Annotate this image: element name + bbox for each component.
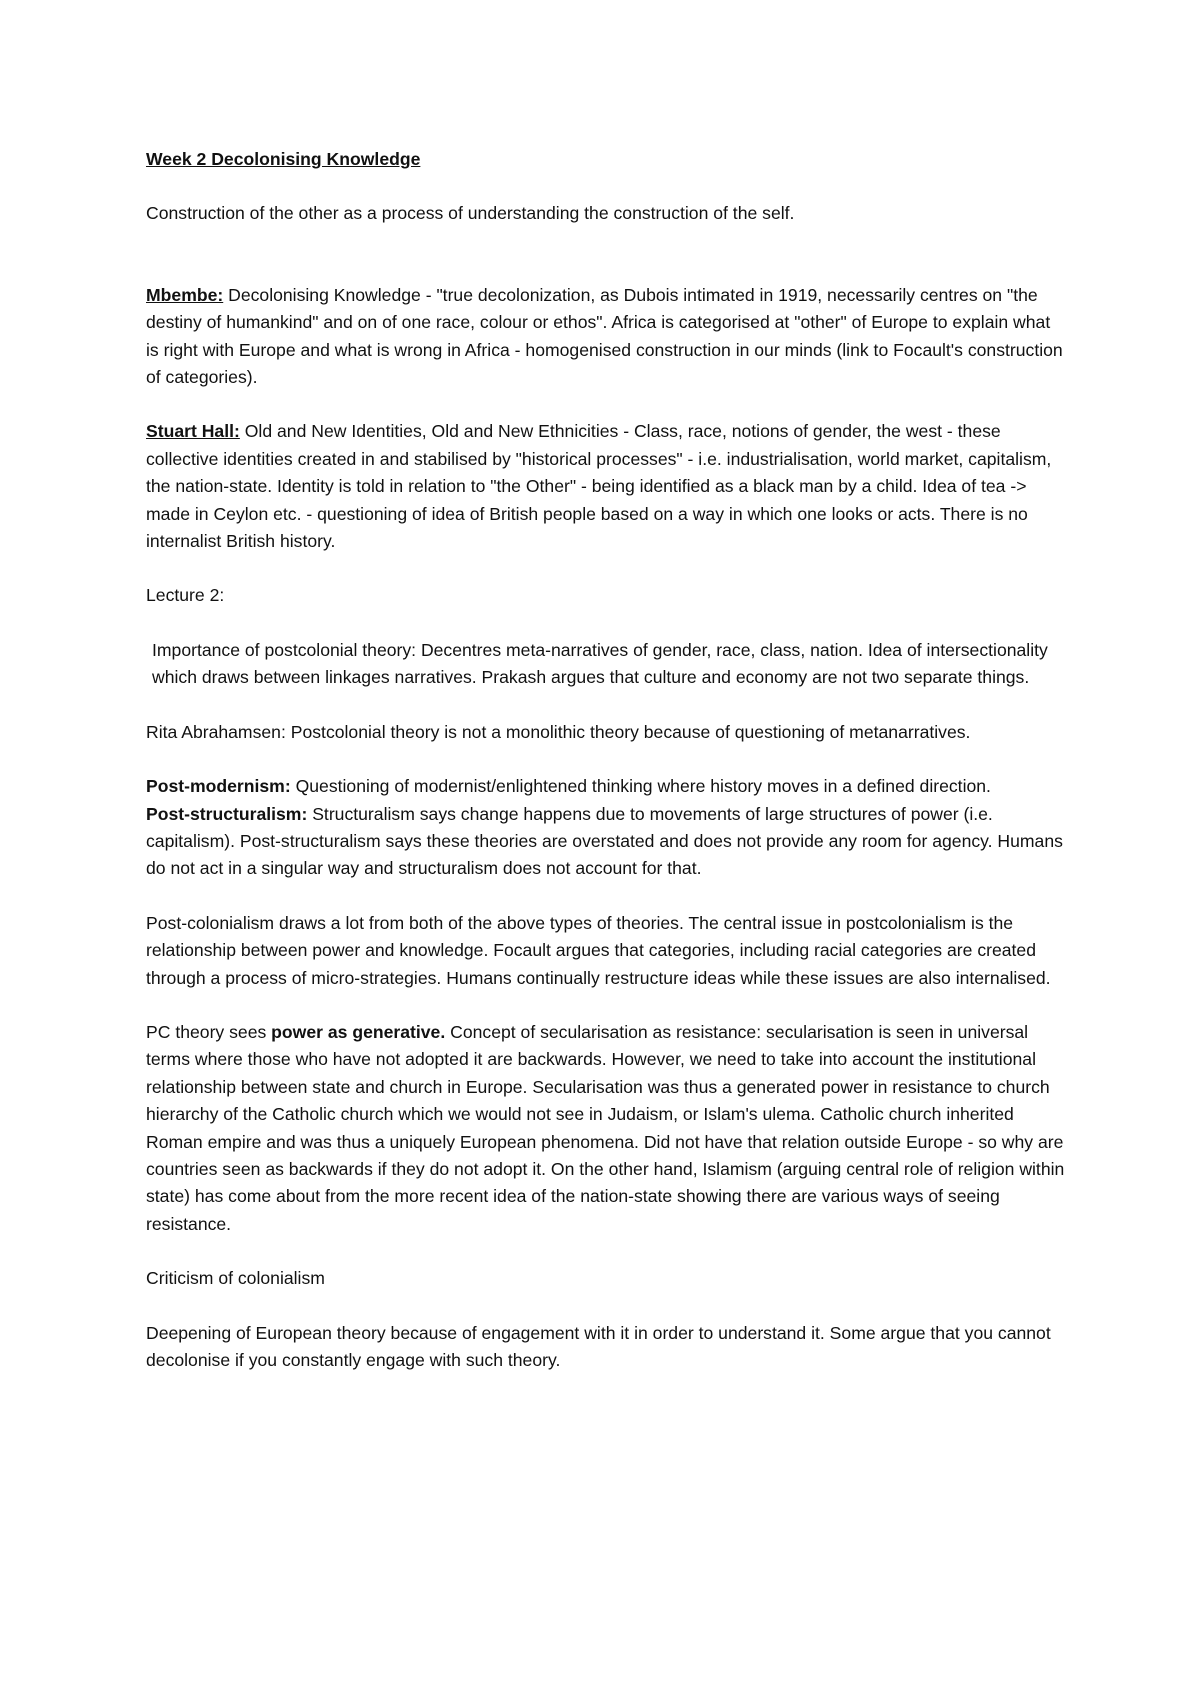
lecture-heading: Lecture 2: xyxy=(146,585,225,606)
poststructuralism-paragraph xyxy=(146,801,1066,883)
pc-theory-paragraph xyxy=(146,1019,1066,1238)
hall-text: Old and New Identities, Old and New Ethnicities - Class, race, notions of gender, the west - these collective identities created in and stabilised by "historical processes" - i.e. industrialisation, world market, capitalism, the nation-state. Identity is told in relation to "the Other" - being identified as a black man by a child. Idea of tea -> made in Ceylon etc. - questioning of idea of British people based on a way in which one looks or acts. There is no internalist British history. xyxy=(146,421,1052,552)
mbembe-text: Decolonising Knowledge - "true decolonization, as Dubois intimated in 1919, necessarily centres on "the destiny of humankind" and on of one race, colour or ethos". Africa is categorised at "other" of Europe to explain what is right with Europe and what is wrong in Africa - homogenised construction in our minds (link to Focault's construction of categories). xyxy=(146,284,1063,388)
postmodernism-paragraph xyxy=(146,773,1066,800)
criticism-heading: Criticism of colonialism xyxy=(146,1268,325,1289)
poststructuralism-text: Structuralism says change happens due to movements of large structures of power (i.e. capitalism). Post-structuralism says these theories are overstated and does not provide any room for agency. Humans do not act in a singular way and structuralism does not account for that. xyxy=(146,803,1063,879)
page-title: Week 2 Decolonising Knowledge xyxy=(146,149,421,169)
pc-theory-intro: PC theory sees xyxy=(146,1021,272,1042)
postmodernism-label: Post-modernism: xyxy=(146,776,291,797)
poststructuralism-label: Post-structuralism: xyxy=(146,803,308,824)
document-body xyxy=(146,146,1066,1374)
rita-paragraph: Rita Abrahamsen: Postcolonial theory is not a monolithic theory because of questioning of metanarratives. xyxy=(146,721,971,742)
mbembe-label: Mbembe: xyxy=(146,284,224,305)
intro-paragraph: Construction of the other as a process of understanding the construction of the self. xyxy=(146,203,795,224)
postcolonialism-paragraph: Post-colonialism draws a lot from both of the above types of theories. The central issue in postcolonialism is the relationship between power and knowledge. Focault argues that categories, including racial categories are created through a process of micro-strategies. Humans continually restructure ideas while these issues are also internalised. xyxy=(146,912,1051,988)
hall-paragraph xyxy=(146,418,1066,555)
pc-theory-text: Concept of secularisation as resistance: secularisation is seen in universal terms where those who have not adopted it are backwards. However, we need to take into account the institutional relationship between state and church in Europe. Secularisation was thus a generated power in resistance to church hierarchy of the Catholic church which we would not see in Judaism, or Islam's ulema. Catholic church inherited Roman empire and was thus a uniquely European phenomena. Did not have that relation outside Europe - so why are countries seen as backwards if they do not adopt it. On the other hand, Islamism (arguing central role of religion within state) has come about from the more recent idea of the nation-state showing there are various ways of seeing resistance. xyxy=(146,1021,1065,1234)
postmodernism-text: Questioning of modernist/enlightened thinking where history moves in a defined direction. xyxy=(290,776,991,797)
importance-paragraph: Importance of postcolonial theory: Decentres meta-narratives of gender, race, class, nation. Idea of intersectionality which draws between linkages narratives. Prakash argues that culture and economy are not two separate things. xyxy=(152,639,1048,688)
mbembe-paragraph xyxy=(146,282,1066,392)
hall-label: Stuart Hall: xyxy=(146,421,240,442)
deepening-paragraph: Deepening of European theory because of engagement with it in order to understand it. Some argue that you cannot decolonise if you constantly engage with such theory. xyxy=(146,1322,1051,1370)
pc-theory-bold: power as generative. xyxy=(271,1021,446,1042)
